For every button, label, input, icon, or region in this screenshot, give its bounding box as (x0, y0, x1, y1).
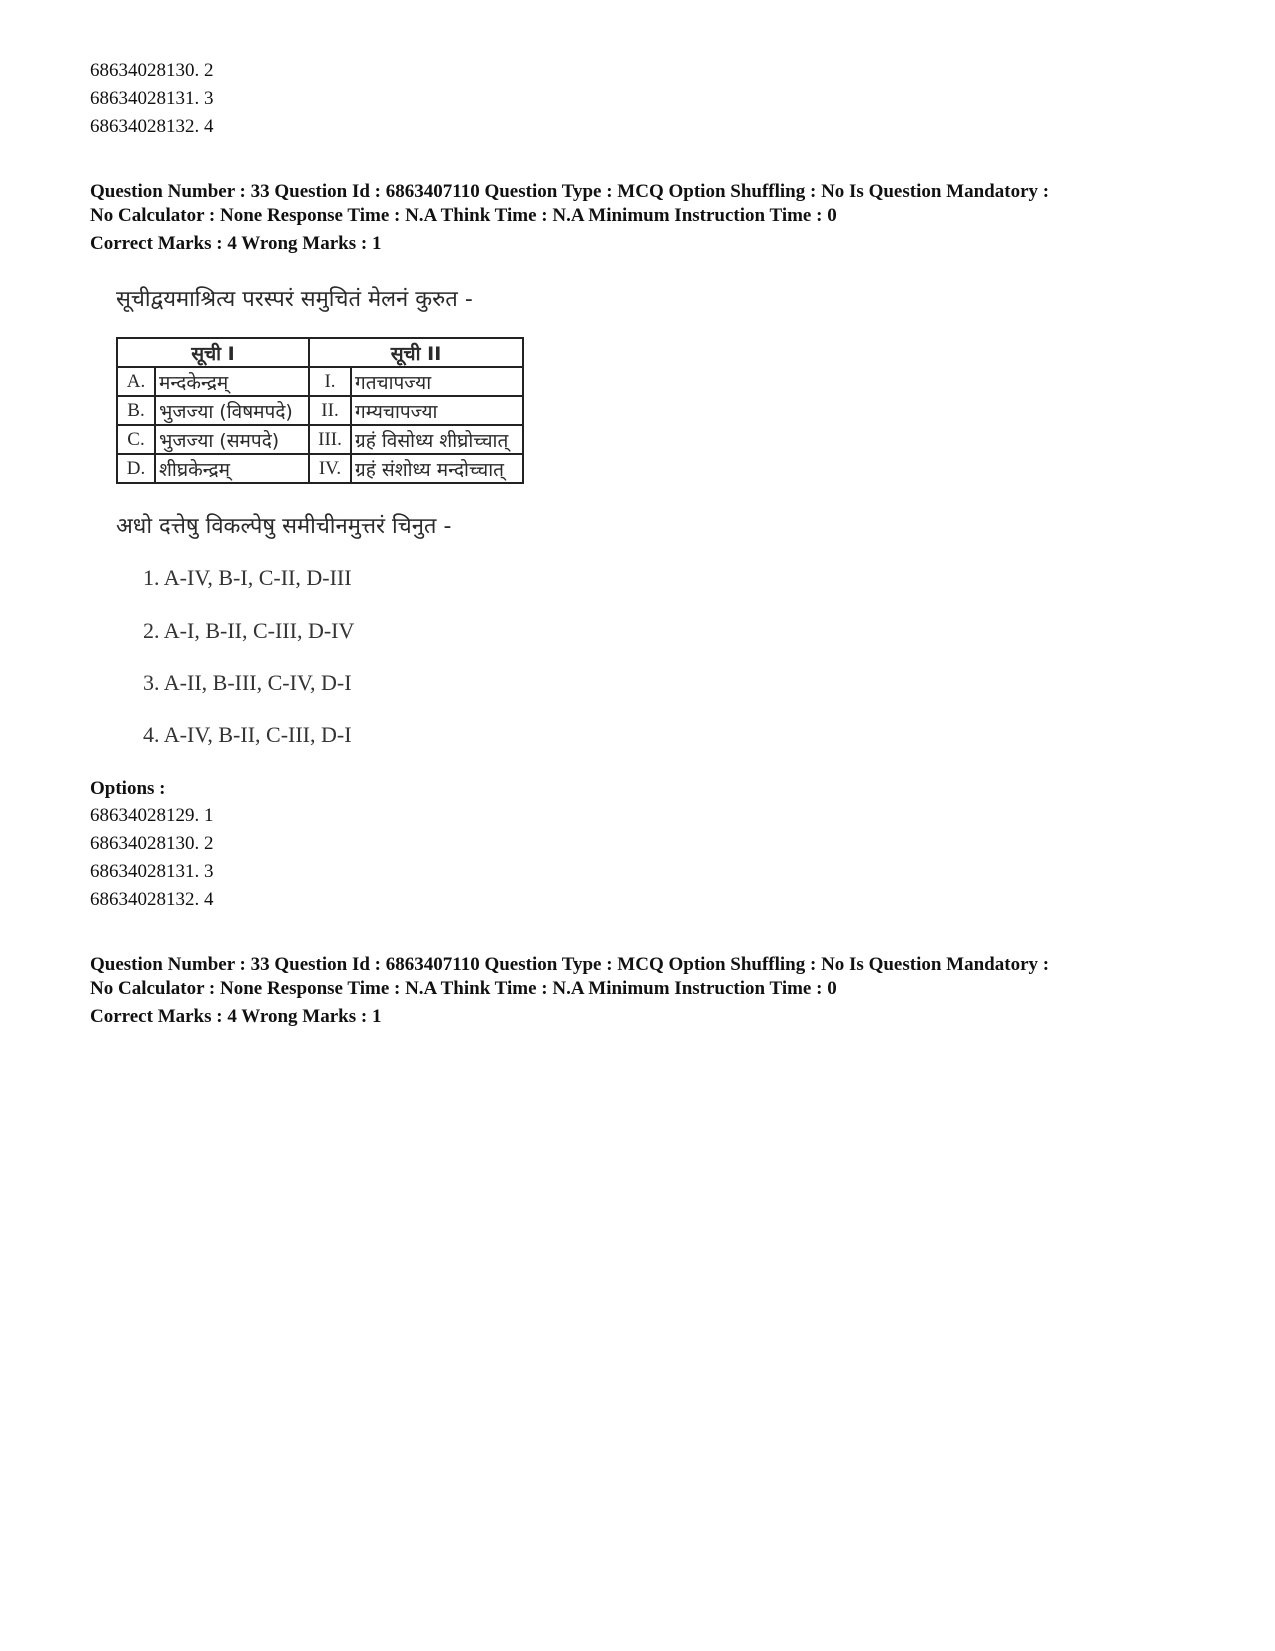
question-header (90, 180, 1049, 256)
options-label: Options : (90, 778, 166, 799)
question-instruction: सूचीद्वयमाश्रित्य परस्परं समुचितं मेलनं कुरुत - (116, 287, 473, 312)
row-key-right: III. (309, 425, 351, 454)
table-header-list2: सूची II (309, 338, 523, 367)
option-line: 68634028130. 2 (90, 60, 214, 81)
question-meta-line2: No Calculator : None Response Time : N.A Think Time : N.A Minimum Instruction Time : 0 (90, 978, 837, 999)
question-marks: Correct Marks : 4 Wrong Marks : 1 (90, 233, 382, 254)
answer-choice: 1. A-IV, B-I, C-II, D-III (143, 565, 352, 590)
row-key-left: A. (117, 367, 155, 396)
table-row (117, 425, 523, 454)
row-key-left: D. (117, 454, 155, 483)
row-key-right: IV. (309, 454, 351, 483)
next-question-header (90, 953, 1049, 1029)
row-item-right: ग्रहं संशोध्य मन्दोच्चात् (351, 454, 523, 483)
row-key-left: B. (117, 396, 155, 425)
row-item-left: भुजज्या (समपदे) (155, 425, 309, 454)
option-line: 68634028131. 3 (90, 861, 214, 882)
option-line: 68634028130. 2 (90, 833, 214, 854)
row-item-left: मन्दकेन्द्रम् (155, 367, 309, 396)
option-line: 68634028129. 1 (90, 805, 214, 826)
table-row (117, 454, 523, 483)
choose-prompt: अधो दत्तेषु विकल्पेषु समीचीनमुत्तरं चिनुत - (116, 514, 452, 539)
row-item-left: भुजज्या (विषमपदे) (155, 396, 309, 425)
options-section (90, 776, 214, 914)
row-item-right: गम्यचापज्या (351, 396, 523, 425)
answer-choice: 2. A-I, B-II, C-III, D-IV (143, 618, 355, 643)
row-key-right: II. (309, 396, 351, 425)
answer-choice: 4. A-IV, B-II, C-III, D-I (143, 722, 352, 747)
table-row (117, 396, 523, 425)
match-table-wrapper (116, 337, 524, 484)
row-item-left: शीघ्रकेन्द्रम् (155, 454, 309, 483)
question-marks: Correct Marks : 4 Wrong Marks : 1 (90, 1006, 382, 1027)
row-key-left: C. (117, 425, 155, 454)
option-line: 68634028132. 4 (90, 889, 214, 910)
previous-options-list (90, 57, 214, 141)
answer-choice: 3. A-II, B-III, C-IV, D-I (143, 670, 352, 695)
table-header-row (117, 338, 523, 367)
question-meta-line1: Question Number : 33 Question Id : 6863407110 Question Type : MCQ Option Shuffling : No Is Question Mandatory : (90, 181, 1050, 202)
table-row (117, 367, 523, 396)
question-meta-line1: Question Number : 33 Question Id : 6863407110 Question Type : MCQ Option Shuffling : No Is Question Mandatory : (90, 954, 1050, 975)
row-item-right: ग्रहं विसोध्य शीघ्रोच्चात् (351, 425, 523, 454)
table-header-list1: सूची I (117, 338, 309, 367)
row-item-right: गतचापज्या (351, 367, 523, 396)
row-key-right: I. (309, 367, 351, 396)
option-line: 68634028131. 3 (90, 88, 214, 109)
question-meta-line2: No Calculator : None Response Time : N.A Think Time : N.A Minimum Instruction Time : 0 (90, 205, 837, 226)
option-line: 68634028132. 4 (90, 116, 214, 137)
match-table (116, 337, 524, 484)
